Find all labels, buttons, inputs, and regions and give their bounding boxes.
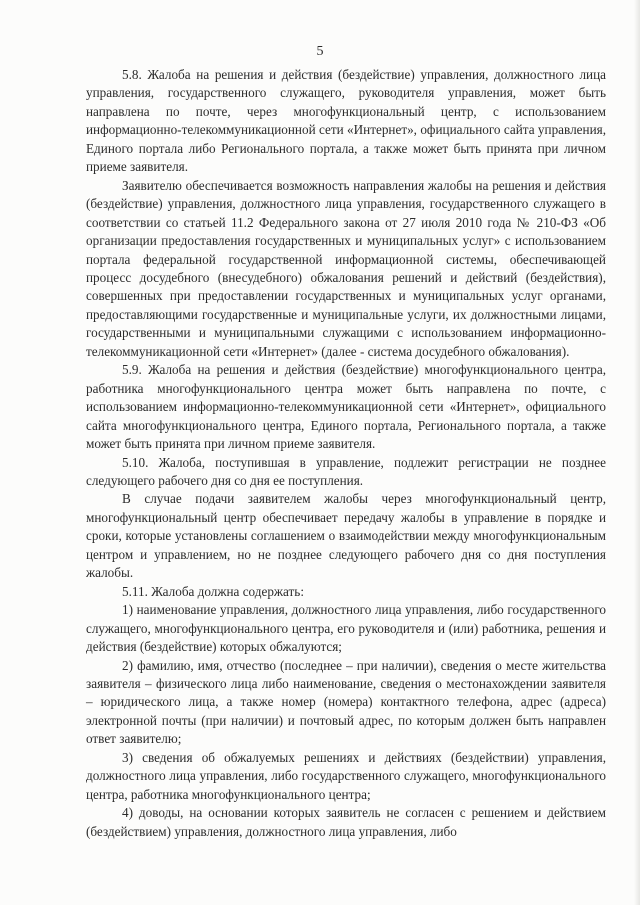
scan-edge-shadow — [634, 0, 640, 905]
paragraph-mfc-transfer: В случае подачи заявителем жалобы через многофункциональный центр, многофункциональный центр обеспечивает передачу жалобы в управление в порядке и сроки, которые установлены соглашением о взаимодействии между многофункциональным центром и управлением, но не позднее следующего рабочего дня со дня поступления жалобы. — [86, 491, 606, 581]
document-body — [86, 66, 606, 841]
paragraph-5-11: 5.11. Жалоба должна содержать: — [122, 583, 304, 599]
page-number: 5 — [316, 44, 324, 59]
paragraph-5-8: 5.8. Жалоба на решения и действия (бездействие) управления, должностного лица управления, государственного служащего, руководителя управления, может быть направлена по почте, через многофункциональный центр, с использованием информационно-телекоммуникационной сети «Интернет», официального сайта управления, Единого портала либо Регионального портала, а также может быть принята при личном приеме заявителя. — [86, 67, 606, 175]
list-item-2: 2) фамилию, имя, отчество (последнее – при наличии), сведения о месте жительства заявителя – физического лица либо наименование, сведения о местонахождении заявителя – юридического лица, а также номер (номера) контактного телефона, адрес (адреса) электронной почты (при наличии) и почтовый адрес, по которым должен быть направлен ответ заявителю; — [86, 657, 606, 747]
list-item-3: 3) сведения об обжалуемых решениях и действиях (бездействии) управления, должностного лица управления, либо государственного служащего, многофункционального центра, работника многофункционального центра; — [86, 749, 606, 802]
paragraph-5-10: 5.10. Жалоба, поступившая в управление, подлежит регистрации не позднее следующего рабочего дня со дня ее поступления. — [86, 454, 606, 488]
paragraph-complaint-system: Заявителю обеспечивается возможность направления жалобы на решения и действия (бездействие) управления, должностного лица управления, государственного служащего в соответствии со статьей 11.2 Федерального закона от 27 июля 2010 года № 210-ФЗ «Об организации предоставления государственных и муниципальных услуг» с использованием портала федеральной государственной информационной системы, обеспечивающей процесс досудебного (внесудебного) обжалования решений и действий (бездействия), совершенных при предоставлении государственных и муниципальных услуг органами, предоставляющими государственные и муниципальные услуги, их должностными лицами, государственными и муниципальными служащими с использованием информационно-телекоммуникационной сети «Интернет» (далее - система досудебного обжалования). — [86, 177, 606, 359]
list-item-1: 1) наименование управления, должностного лица управления, либо государственного служащего, многофункционального центра, его руководителя и (или) работника, решения и действия (бездействие) которых обжалуются; — [86, 602, 606, 655]
paragraph-5-9: 5.9. Жалоба на решения и действия (бездействие) многофункционального центра, работника многофункционального центра может быть направлена по почте, с использованием информационно-телекоммуникационной сети «Интернет», официального сайта многофункционального центра, Единого портала, Регионального портала, а также может быть принята при личном приеме заявителя. — [86, 362, 606, 452]
list-item-4: 4) доводы, на основании которых заявитель не согласен с решением и действием (бездействием) управления, должностного лица управления, либо — [86, 805, 606, 839]
